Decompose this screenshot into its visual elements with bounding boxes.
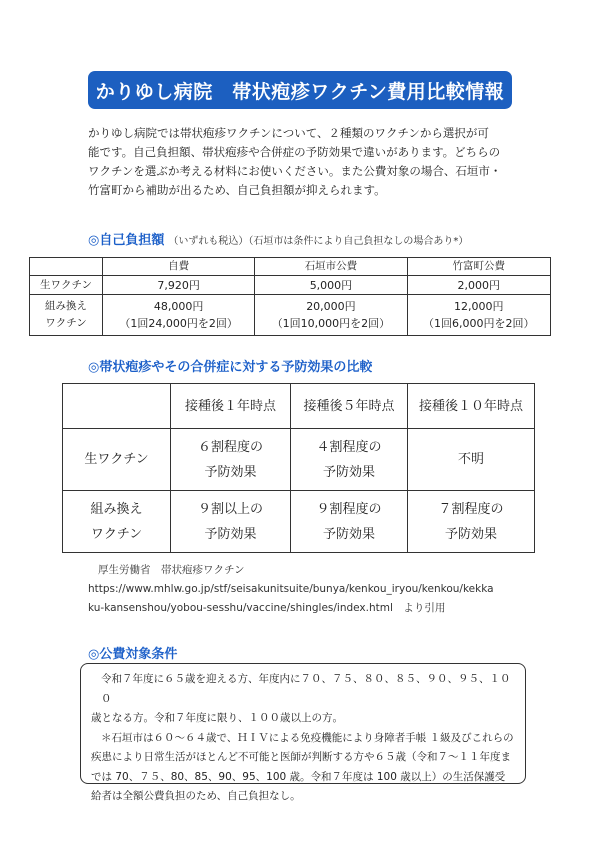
- table-cell: [408, 491, 535, 553]
- source-org: 厚生労働省 帯状疱疹ワクチン: [98, 564, 245, 576]
- table-cell: [291, 491, 408, 553]
- cell-line: ６割程度の: [197, 439, 263, 455]
- condition-line: ＊石垣市は６０～６４歳で、ＨＩＶによる免疫機能により身障者手帳 １級及びこれらの: [101, 731, 514, 744]
- table-row: [63, 429, 535, 491]
- table-cell: 7,920円: [103, 276, 255, 295]
- cost-section-note: （いずれも税込）（石垣市は条件により自己負担なしの場合あり*）: [168, 236, 469, 247]
- intro-paragraph: [88, 124, 528, 200]
- cost-section-title: [88, 229, 468, 248]
- cell-line: 予防効果: [204, 464, 257, 480]
- table-row: [30, 276, 551, 295]
- row-label: 生ワクチン: [63, 429, 171, 491]
- row-label: [30, 295, 103, 336]
- conditions-box: [80, 663, 526, 802]
- cell-line: （1回24,000円を2回）: [119, 317, 238, 330]
- header-cell: 接種後１０年時点: [408, 384, 535, 429]
- cell-line: ７割程度の: [438, 501, 504, 517]
- cell-line: 20,000円: [306, 300, 356, 313]
- row-label: 生ワクチン: [30, 276, 103, 295]
- header-cell: [30, 258, 103, 276]
- source-citation: [88, 561, 528, 618]
- cell-line: （1回10,000円を2回）: [271, 317, 391, 330]
- table-cell: [171, 429, 291, 491]
- table-header-row: [63, 384, 535, 429]
- table-cell: [407, 295, 550, 336]
- effect-section-title: ◎帯状疱疹やその合併症に対する予防効果の比較: [88, 360, 373, 375]
- header-cell: 接種後１年時点: [171, 384, 291, 429]
- row-label-line: ワクチン: [90, 526, 143, 542]
- cell-line: ９割程度の: [316, 501, 382, 517]
- source-cite: より引用: [403, 602, 446, 614]
- table-cell: 5,000円: [255, 276, 407, 295]
- header-cell: 接種後５年時点: [291, 384, 408, 429]
- condition-line: 歳となる方。令和７年度に限り、１００歳以上の方。: [91, 712, 343, 724]
- cell-line: 予防効果: [322, 526, 375, 542]
- cell-line: 48,000円: [153, 300, 204, 313]
- condition-line: 令和７年度に６５歳を迎える方、年度内に７０、７５、８０、８５、９０、９５、１００: [101, 673, 511, 705]
- cell-line: 予防効果: [322, 464, 375, 480]
- source-url[interactable]: ku-kansenshou/yobou-sesshu/vaccine/shingles/index.html: [88, 602, 393, 614]
- table-cell: [255, 295, 407, 336]
- intro-line: ワクチンを選ぶか考える材料にお使いください。また公費対象の場合、石垣市・: [88, 164, 502, 178]
- table-cell: [103, 295, 255, 336]
- table-cell: [171, 491, 291, 553]
- cell-line: （1回6,000円を2回）: [423, 317, 535, 330]
- cell-line: 12,000円: [454, 300, 504, 313]
- cost-section-heading: ◎自己負担額: [88, 233, 165, 248]
- condition-line: では 70、７５、80、85、90、95、100 歳。令和７年度は 100 歳以上）の生活保護受: [91, 770, 506, 783]
- cell-line: ９割以上の: [197, 501, 263, 517]
- source-url-line-1[interactable]: https://www.mhlw.go.jp/stf/seisakunitsuite/bunya/kenkou_iryou/kenkou/kekka: [88, 583, 494, 595]
- header-cell: 竹富町公費: [407, 258, 550, 276]
- row-label: [63, 491, 171, 553]
- row-label-line: 組み換え: [90, 501, 143, 517]
- row-label-line: ワクチン: [45, 317, 87, 329]
- row-label-line: 組み換え: [45, 300, 87, 312]
- header-cell: 石垣市公費: [255, 258, 407, 276]
- intro-line: 竹富町から補助が出るため、自己負担額が抑えられます。: [88, 183, 386, 197]
- cell-line: ４割程度の: [316, 439, 382, 455]
- condition-line: 給者は全額公費負担のため、自己負担なし。: [91, 790, 301, 802]
- page-title: かりゆし病院 帯状疱疹ワクチン費用比較情報: [88, 71, 512, 109]
- effect-table: [62, 383, 535, 553]
- table-row: [30, 295, 551, 336]
- intro-line: かりゆし病院では帯状疱疹ワクチンについて、２種類のワクチンから選択が可: [88, 126, 489, 140]
- condition-line: 疾患により日常生活がほとんど不可能と医師が判断する方や６５歳（令和７～１１年度ま: [91, 751, 511, 763]
- source-url-line-2: [88, 599, 528, 618]
- cost-table: [29, 257, 551, 336]
- header-cell: [63, 384, 171, 429]
- cell-line: 予防効果: [444, 526, 497, 542]
- table-row: [63, 491, 535, 553]
- table-cell: 2,000円: [407, 276, 550, 295]
- table-cell: [291, 429, 408, 491]
- table-cell: 不明: [408, 429, 535, 491]
- conditions-section-title: ◎公費対象条件: [88, 647, 178, 662]
- cell-line: 予防効果: [204, 526, 257, 542]
- intro-line: 能です。自己負担額、帯状疱疹や合併症の予防効果で違いがあります。どちらの: [88, 145, 501, 159]
- table-header-row: [30, 258, 551, 276]
- header-cell: 自費: [103, 258, 255, 276]
